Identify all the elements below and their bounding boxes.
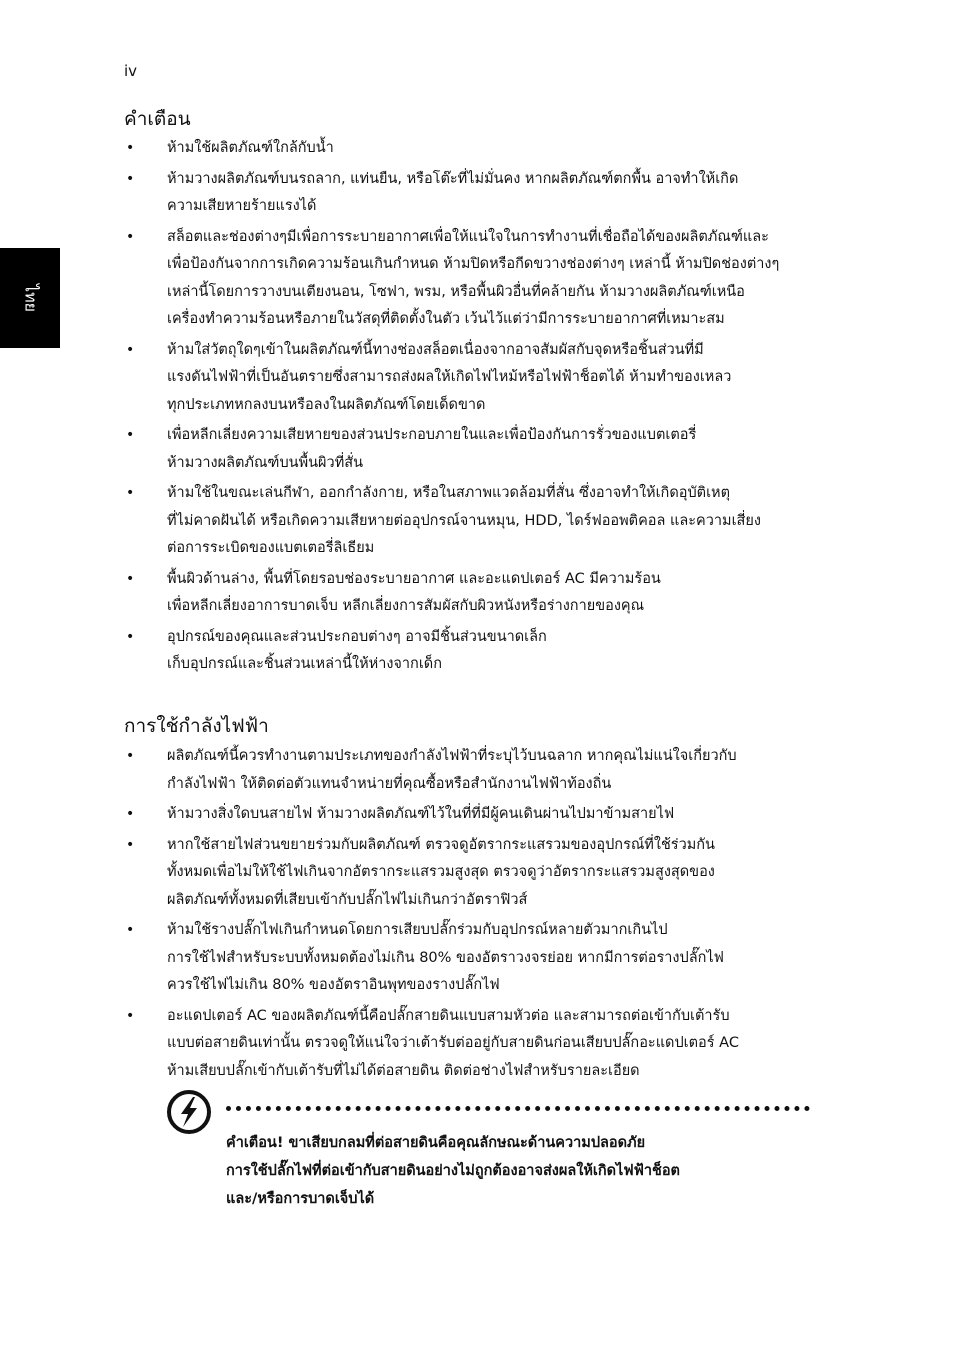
language-tab-label: ไทย bbox=[21, 284, 41, 312]
bullet-icon: • bbox=[126, 485, 135, 501]
note-line: การใช้ปลั๊กไฟที่ต่อเข้ากับสายดินอย่างไม่ถูกต้องอาจส่งผลให้เกิดไฟฟ้าช็อต bbox=[226, 1163, 680, 1179]
note-line: และ/หรือการบาดเจ็บได้ bbox=[226, 1191, 375, 1207]
list-item-line: ทั้งหมดเพื่อไม่ให้ใช้ไฟเกินจากอัตรากระแสรวมสูงสุด ตรวจดูว่าอัตรากระแสรวมสูงสุดของ bbox=[167, 864, 715, 880]
power-heading: การใช้กำลังไฟฟ้า bbox=[124, 715, 269, 737]
bullet-icon: • bbox=[126, 628, 135, 645]
bullet-icon: • bbox=[126, 341, 135, 358]
list-item bbox=[124, 166, 814, 221]
list-item-line: ความเสียหายร้ายแรงได้ bbox=[167, 198, 317, 214]
bullet-icon: • bbox=[126, 570, 135, 587]
list-item-line: ห้ามใช้รางปลั๊กไฟเกินกำหนดโดยการเสียบปลั๊กร่วมกับอุปกรณ์หลายตัวมากเกินไป bbox=[167, 922, 668, 938]
list-item-line: พื้นผิวด้านล่าง, พื้นที่โดยรอบช่องระบายอากาศ และอะแดปเตอร์ AC มีความร้อน bbox=[167, 570, 661, 587]
list-item-line: แรงดันไฟฟ้าที่เป็นอันตรายซึ่งสามารถส่งผลให้เกิดไฟไหม้หรือไฟฟ้าช็อตได้ ห้ามทำของเหลว bbox=[167, 369, 732, 385]
lightning-warning-icon bbox=[166, 1089, 212, 1135]
bullet-icon: • bbox=[126, 922, 135, 938]
list-item bbox=[124, 224, 814, 334]
list-item-line: ห้ามใช้ในขณะเล่นกีฬา, ออกกำลังกาย, หรือในสภาพแวดล้อมที่สั่น ซึ่งอาจทำให้เกิดอุบัติเหตุ bbox=[167, 485, 731, 501]
list-item-line: ห้ามใช้ผลิตภัณฑ์ใกล้กับน้ำ bbox=[167, 140, 334, 156]
list-item bbox=[124, 422, 814, 477]
bullet-icon: • bbox=[126, 1007, 135, 1024]
bullet-icon: • bbox=[126, 140, 135, 156]
power-list bbox=[124, 743, 814, 1088]
list-item-line: อุปกรณ์ของคุณและส่วนประกอบต่างๆ อาจมีชิ้นส่วนขนาดเล็ก bbox=[167, 628, 547, 645]
list-item-line: เครื่องทำความร้อนหรือภายในวัสดุที่ติดตั้งในตัว เว้นไว้แต่ว่ามีการระบายอากาศที่เหมาะสม bbox=[167, 311, 725, 327]
bullet-icon: • bbox=[126, 806, 135, 822]
warnings-list bbox=[124, 135, 814, 682]
list-item-line: เหล่านี้โดยการวางบนเตียงนอน, โซฟา, พรม, หรือพื้นผิวอื่นที่คล้ายกัน ห้ามวางผลิตภัณฑ์เหนือ bbox=[167, 283, 745, 300]
bullet-icon: • bbox=[126, 170, 135, 187]
list-item-line: เพื่อป้องกันจากการเกิดความร้อนเกินกำหนด ห้ามปิดหรือกีดขวางช่องต่างๆ เหล่านี้ ห้ามปิดช่องต่างๆ bbox=[167, 256, 780, 272]
warnings-heading: คำเตือน bbox=[124, 108, 191, 130]
list-item-line: ผลิตภัณฑ์นี้ควรทำงานตามประเภทของกำลังไฟฟ้าที่ระบุไว้บนฉลาก หากคุณไม่แน่ใจเกี่ยวกับ bbox=[167, 748, 737, 764]
list-item bbox=[124, 135, 814, 163]
bullet-icon: • bbox=[126, 836, 135, 853]
list-item-line: ห้ามเสียบปลั๊กเข้ากับเต้ารับที่ไม่ได้ต่อสายดิน ติดต่อช่างไฟสำหรับรายละเอียด bbox=[167, 1062, 640, 1079]
list-item-line: ห้ามวางผลิตภัณฑ์บนพื้นผิวที่สั่น bbox=[167, 454, 364, 471]
list-item bbox=[124, 801, 814, 829]
list-item-line: ควรใช้ไฟไม่เกิน 80% ของอัตราอินพุทของรางปลั๊กไฟ bbox=[167, 977, 500, 993]
list-item-line: กำลังไฟฟ้า ให้ติดต่อตัวแทนจำหน่ายที่คุณซื้อหรือสำนักงานไฟฟ้าท้องถิ่น bbox=[167, 775, 612, 792]
list-item-line: ห้ามวางสิ่งใดบนสายไฟ ห้ามวางผลิตภัณฑ์ไว้ในที่ที่มีผู้คนเดินผ่านไปมาข้ามสายไฟ bbox=[167, 806, 675, 822]
list-item-line: ทุกประเภทหกลงบนหรือลงในผลิตภัณฑ์โดยเด็ดขาด bbox=[167, 396, 486, 413]
list-item bbox=[124, 832, 814, 915]
list-item-line: ผลิตภัณฑ์ทั้งหมดที่เสียบเข้ากับปลั๊กไฟไม่เกินกว่าอัตราฟิวส์ bbox=[167, 891, 528, 908]
list-item-line: ห้ามใส่วัตถุใดๆเข้าในผลิตภัณฑ์นี้ทางช่องสล็อตเนื่องจากอาจสัมผัสกับจุดหรือชิ้นส่วนที่มี bbox=[167, 341, 704, 358]
list-item-line: การใช้ไฟสำหรับระบบทั้งหมดต้องไม่เกิน 80% ของอัตราวงจรย่อย หากมีการต่อรางปลั๊กไฟ bbox=[167, 949, 724, 966]
note-line: คำเตือน! ขาเสียบกลมที่ต่อสายดินคือคุณลักษณะด้านความปลอดภัย bbox=[226, 1135, 646, 1151]
note-divider bbox=[226, 1106, 810, 1111]
list-item-line: ที่ไม่คาดฝันได้ หรือเกิดความเสียหายต่ออุปกรณ์จานหมุน, HDD, ไดร์ฟออพติคอล และความเสี่ยง bbox=[167, 512, 761, 529]
list-item-line: หากใช้สายไฟส่วนขยายร่วมกับผลิตภัณฑ์ ตรวจดูอัตรากระแสรวมของอุปกรณ์ที่ใช้ร่วมกัน bbox=[167, 836, 715, 853]
list-item bbox=[124, 917, 814, 1000]
list-item bbox=[124, 566, 814, 621]
list-item-line: อะแดปเตอร์ AC ของผลิตภัณฑ์นี้คือปลั๊กสายดินแบบสามหัวต่อ และสามารถต่อเข้ากับเต้ารับ bbox=[167, 1007, 730, 1024]
warning-note bbox=[226, 1129, 826, 1213]
list-item-line: เก็บอุปกรณ์และชิ้นส่วนเหล่านี้ให้ห่างจากเด็ก bbox=[167, 656, 442, 672]
list-item-line: ต่อการระเบิดของแบตเตอรี่ลิเธียม bbox=[167, 540, 375, 556]
list-item-line: สล็อตและช่องต่างๆมีเพื่อการระบายอากาศเพื่อให้แน่ใจในการทำงานที่เชื่อถือได้ของผลิตภัณฑ์และ bbox=[167, 228, 769, 245]
list-item bbox=[124, 624, 814, 679]
list-item bbox=[124, 337, 814, 420]
list-item-line: ห้ามวางผลิตภัณฑ์บนรถลาก, แท่นยืน, หรือโต๊ะที่ไม่มั่นคง หากผลิตภัณฑ์ตกพื้น อาจทำให้เกิด bbox=[167, 170, 739, 187]
page-number: iv bbox=[124, 62, 138, 80]
list-item-line: เพื่อหลีกเลี่ยงอาการบาดเจ็บ หลีกเลี่ยงการสัมผัสกับผิวหนังหรือร่างกายของคุณ bbox=[167, 598, 645, 614]
bullet-icon: • bbox=[126, 427, 135, 443]
list-item-line: เพื่อหลีกเลี่ยงความเสียหายของส่วนประกอบภายในและเพื่อป้องกันการรั่วของแบตเตอรี่ bbox=[167, 427, 697, 443]
list-item-line: แบบต่อสายดินเท่านั้น ตรวจดูให้แน่ใจว่าเต้ารับต่ออยู่กับสายดินก่อนเสียบปลั๊กอะแดปเตอร์ AC bbox=[167, 1035, 739, 1051]
bullet-icon: • bbox=[126, 228, 135, 245]
language-tab bbox=[0, 248, 60, 348]
list-item bbox=[124, 743, 814, 798]
list-item bbox=[124, 1003, 814, 1086]
list-item bbox=[124, 480, 814, 563]
bullet-icon: • bbox=[126, 748, 135, 764]
